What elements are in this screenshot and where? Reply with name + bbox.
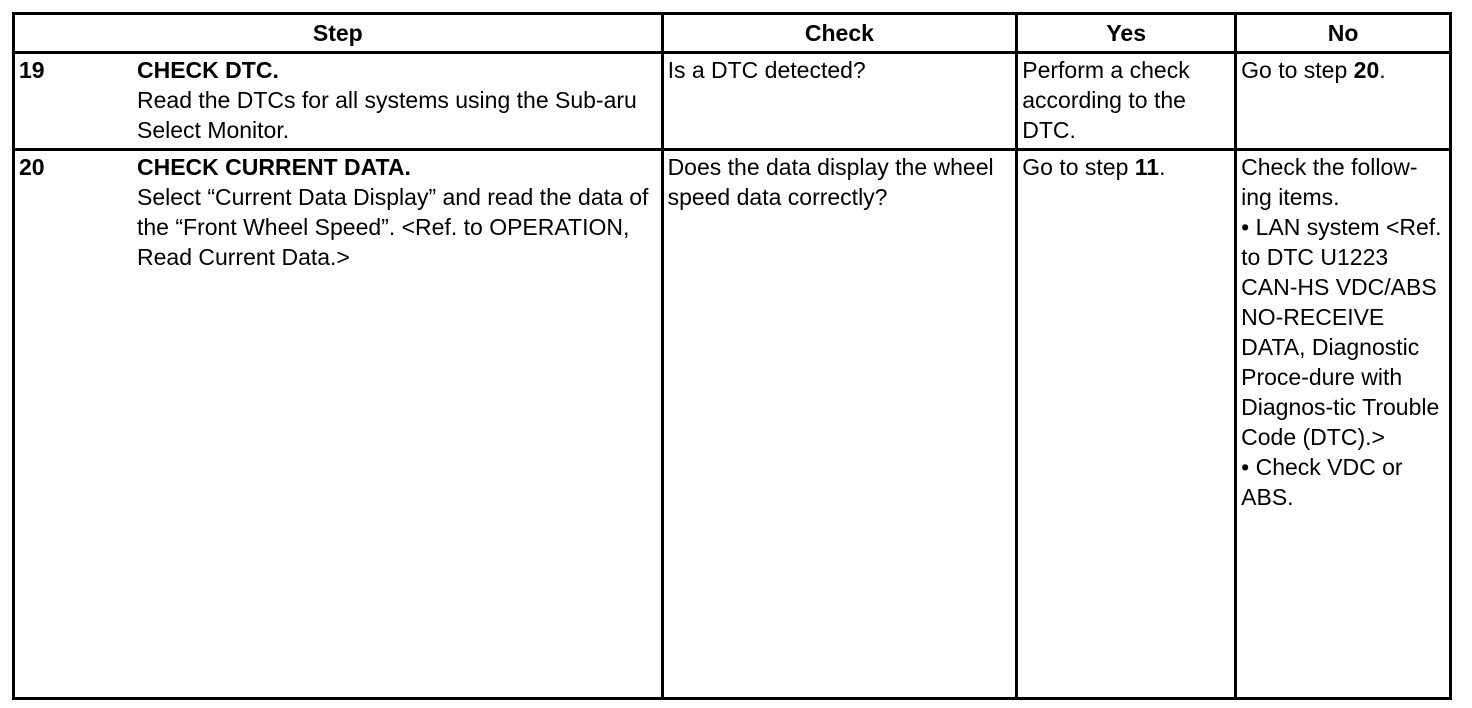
no-action-step-ref: 20 — [1353, 57, 1380, 83]
yes-action-prefix: Go to step — [1022, 154, 1135, 180]
yes-action-step-ref: 11 — [1134, 154, 1160, 180]
no-action — [1241, 54, 1445, 85]
diagnostic-procedure-table — [12, 12, 1452, 700]
header-step: Step — [14, 14, 663, 53]
header-no: No — [1236, 14, 1451, 53]
yes-action-suffix: . — [1159, 154, 1166, 180]
no-action-prefix: Go to step — [1241, 57, 1354, 83]
yes-action: Perform a check according to the DTC. — [1022, 57, 1190, 143]
header-yes: Yes — [1017, 14, 1236, 53]
step-cell — [14, 53, 663, 150]
yes-cell — [1017, 150, 1236, 699]
no-action-intro: Check the follow-ing items. — [1241, 154, 1418, 210]
no-action-item-check-vdc: • Check VDC or ABS. — [1241, 454, 1403, 510]
step-cell — [14, 150, 663, 699]
step-title: CHECK CURRENT DATA. — [137, 154, 411, 180]
header-check: Check — [662, 14, 1017, 53]
table-row — [14, 53, 1451, 150]
step-instruction: Read the DTCs for all systems using the Sub-aru Select Monitor. — [137, 87, 637, 143]
yes-action — [1022, 151, 1230, 182]
check-cell — [662, 53, 1017, 150]
no-action-item-lan-system: • LAN system <Ref. to DTC U1223 CAN-HS VDC/ABS NO-RECEIVE DATA, Diagnostic Proce-dure with Diagnos-tic Trouble Code (DTC).> — [1241, 214, 1442, 450]
no-cell — [1236, 53, 1451, 150]
check-question: Is a DTC detected? — [667, 57, 866, 83]
yes-cell — [1017, 53, 1236, 150]
no-action-suffix: . — [1379, 57, 1386, 83]
no-cell — [1236, 150, 1451, 699]
table-header-row — [14, 14, 1451, 53]
step-number: 20 — [19, 154, 45, 180]
step-instruction: Select “Current Data Display” and read the data of the “Front Wheel Speed”. <Ref. to OPERATION, Read Current Data.> — [137, 184, 649, 270]
table-row — [14, 150, 1451, 699]
check-question: Does the data display the wheel speed data correctly? — [667, 154, 994, 210]
step-title: CHECK DTC. — [137, 57, 279, 83]
step-number: 19 — [19, 57, 45, 83]
check-cell — [662, 150, 1017, 699]
